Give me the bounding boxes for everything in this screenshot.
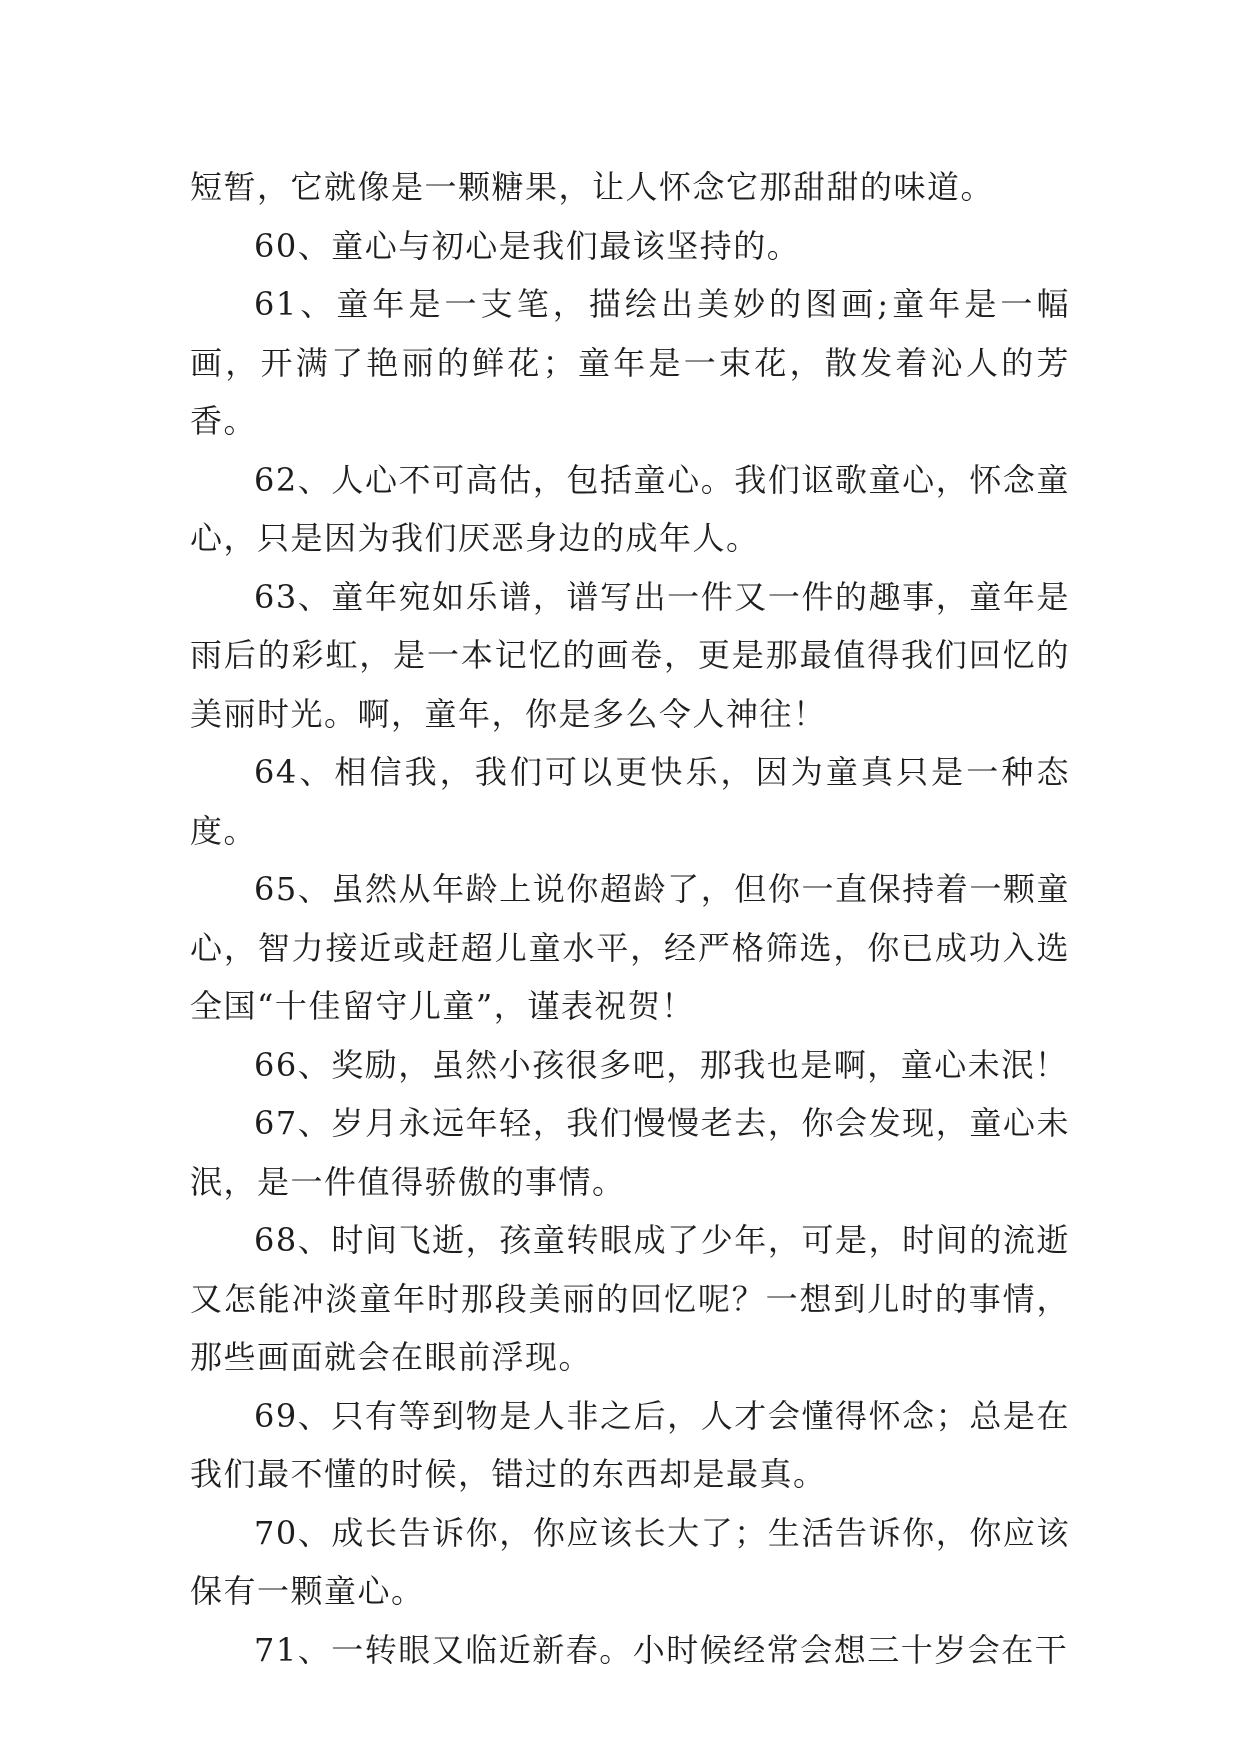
paragraph-63: 63、童年宛如乐谱，谱写出一件又一件的趣事，童年是雨后的彩虹，是一本记忆的画卷，更是那最值得我们回忆的美丽时光。啊，童年，你是多么令人神往！ (190, 577, 1070, 733)
paragraph-65: 65、虽然从年龄上说你超龄了，但你一直保持着一颗童心，智力接近或赶超儿童水平，经严格筛选，你已成功入选全国“十佳留守儿童”，谨表祝贺！ (190, 870, 1070, 1025)
paragraph-continuation: 短暂，它就像是一颗糖果，让人怀念它那甜甜的味道。 (190, 168, 995, 206)
paragraph-64: 64、相信我，我们可以更快乐，因为童真只是一种态度。 (190, 753, 1070, 850)
paragraph-69: 69、只有等到物是人非之后，人才会懂得怀念；总是在我们最不懂的时候，错过的东西却是最真。 (190, 1396, 1070, 1493)
paragraph-68: 68、时间飞逝，孩童转眼成了少年，可是，时间的流逝又怎能冲淡童年时那段美丽的回忆呢？一想到儿时的事情，那些画面就会在眼前浮现。 (190, 1221, 1070, 1376)
paragraph-62: 62、人心不可高估，包括童心。我们讴歌童心，怀念童心，只是因为我们厌恶身边的成年人。 (190, 460, 1070, 557)
paragraph-67: 67、岁月永远年轻，我们慢慢老去，你会发现，童心未泯，是一件值得骄傲的事情。 (190, 1104, 1070, 1201)
paragraph-71: 71、一转眼又临近新春。小时候经常会想三十岁会在干 (254, 1630, 1069, 1669)
document-body (190, 158, 1070, 1679)
paragraph-66: 66、奖励，虽然小孩很多吧，那我也是啊，童心未泯！ (254, 1045, 1069, 1084)
paragraph-61: 61、童年是一支笔，描绘出美妙的图画;童年是一幅画，开满了艳丽的鲜花；童年是一束花，散发着沁人的芳香。 (190, 285, 1070, 440)
paragraph-60: 60、童心与初心是我们最该坚持的。 (254, 226, 801, 265)
paragraph-70: 70、成长告诉你，你应该长大了；生活告诉你，你应该保有一颗童心。 (190, 1513, 1070, 1610)
